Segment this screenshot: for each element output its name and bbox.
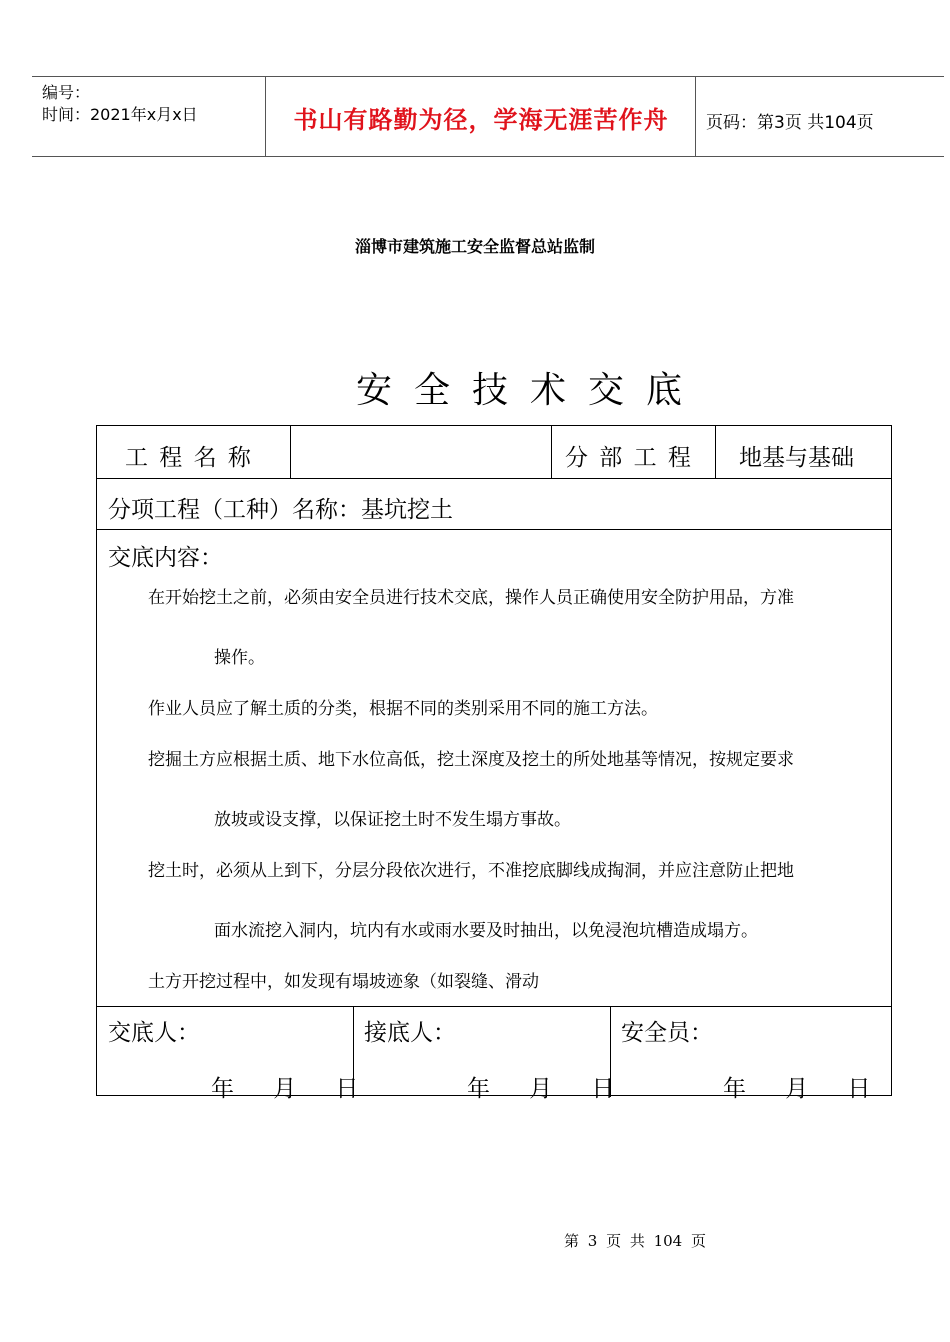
serial-label: 编号： — [42, 83, 91, 102]
content-line: 作业人员应了解土质的分类，根据不同的类别采用不同的施工方法。 — [148, 699, 658, 719]
division-value: 地基与基础 — [739, 445, 854, 471]
project-name-label: 工 程 名 称 — [125, 445, 253, 471]
header-top-rule — [32, 76, 944, 77]
content-line: 挖掘土方应根据土质、地下水位高低，挖土深度及挖土的所处地基等情况，按规定要求 — [148, 750, 794, 770]
header-motto: 书山有路勤为径，学海无涯苦作舟 — [293, 106, 669, 134]
content-line: 挖土时，必须从上到下，分层分段依次进行，不准挖底脚线成掏洞，并应注意防止把地 — [148, 861, 794, 881]
safety-officer-label: 安全员： — [621, 1020, 713, 1046]
col-divider — [715, 426, 716, 478]
supervision-line: 淄博市建筑施工安全监督总站监制 — [354, 237, 595, 256]
content-line: 在开始挖土之前，必须由安全员进行技术交底，操作人员正确使用安全防护用品，方准 — [148, 588, 794, 608]
content-line: 放坡或设支撑，以保证挖土时不发生塌方事故。 — [214, 810, 571, 830]
time-label: 时间：2021年x月x日 — [42, 105, 198, 124]
header-bottom-rule — [32, 156, 944, 157]
row-divider — [97, 529, 891, 530]
discloser-label: 交底人： — [108, 1020, 200, 1046]
disclosure-table — [96, 425, 892, 1102]
receiver-date: 年 月 日 — [467, 1076, 617, 1102]
content-line: 土方开挖过程中，如发现有塌坡迹象（如裂缝、滑动 — [148, 972, 539, 992]
row-divider — [97, 478, 891, 479]
col-divider — [551, 426, 552, 478]
discloser-date: 年 月 日 — [211, 1076, 361, 1102]
content-line: 面水流挖入洞内，坑内有水或雨水要及时抽出，以免浸泡坑槽造成塌方。 — [214, 921, 758, 941]
row-divider — [97, 1006, 891, 1007]
division-label: 分 部 工 程 — [565, 445, 693, 471]
header-meta — [42, 82, 198, 126]
page-footer: 第 3 页 共 104 页 — [563, 1232, 706, 1250]
content-line: 操作。 — [214, 648, 265, 668]
header-page-number: 页码：第3页 共104页 — [706, 113, 874, 133]
safety-officer-date: 年 月 日 — [723, 1076, 873, 1102]
receiver-label: 接底人： — [364, 1020, 456, 1046]
content-label: 交底内容： — [108, 545, 223, 571]
col-divider — [290, 426, 291, 478]
subitem-name: 分项工程（工种）名称：基坑挖土 — [108, 497, 453, 523]
document-title: 安全技术交底 — [355, 370, 704, 411]
